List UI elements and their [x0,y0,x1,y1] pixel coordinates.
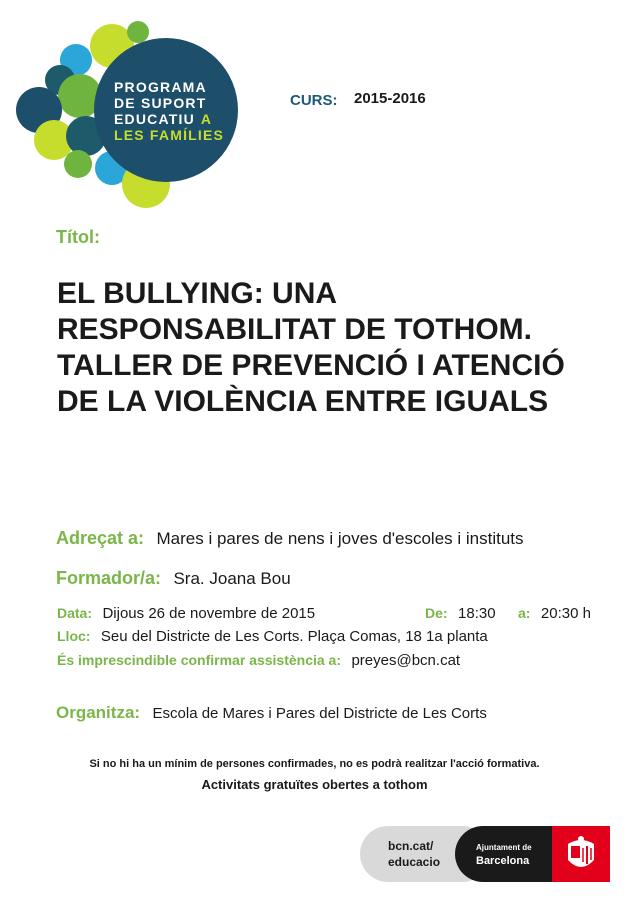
free-activities-note: Activitats gratuïtes obertes a tothom [201,777,428,792]
audience-label: Adreçat a: [56,528,145,548]
time-from-row [425,605,496,623]
bcn-line-1: bcn.cat/ [388,839,434,853]
time-to-value: 20:30 h [540,605,591,622]
time-to-label: a: [518,605,531,621]
logo-line-3-accent: A [200,111,213,127]
date-row [57,605,315,623]
course-label: CURS: [290,92,338,109]
time-from-value: 18:30 [458,605,496,622]
time-from-label: De: [425,605,448,621]
logo-line-2: DE SUPORT [114,95,207,111]
barcelona-badge[interactable] [360,826,610,882]
event-title-line: DE LA VIOLÈNCIA ENTRE IGUALS [57,385,549,418]
place-value: Seu del Districte de Les Corts. Plaça Comas, 18 1a planta [100,628,488,645]
audience-row [56,528,524,549]
ajuntament-line-2: Barcelona [476,855,530,867]
event-title-line: EL BULLYING: UNA [57,277,338,310]
event-title [57,276,617,420]
place-label: Lloc: [57,628,91,644]
logo-line-3: EDUCATIU [114,111,195,127]
bcn-line-2: educacio [388,855,441,869]
event-title-line: RESPONSABILITAT DE TOTHOM. [57,313,533,346]
trainer-row [56,568,291,589]
event-title-line: TALLER DE PREVENCIÓ I ATENCIÓ [57,349,565,382]
title-label: Títol: [56,227,100,247]
audience-value: Mares i pares de nens i joves d'escoles i instituts [156,529,524,548]
ajuntament-line-1: Ajuntament de [476,843,532,852]
place-row [57,628,488,646]
confirm-row [57,652,460,670]
logo-line-4: LES FAMÍLIES [114,127,225,143]
date-label: Data: [57,605,93,621]
confirm-label: És imprescindible confirmar assistència a: [57,652,342,668]
organizer-label: Organitza: [56,703,141,722]
time-to-row [518,605,591,623]
organizer-value: Escola de Mares i Pares del Districte de Les Corts [152,705,487,722]
logo-line-1: PROGRAMA [114,79,207,95]
course-value: 2015-2016 [354,90,426,107]
trainer-value: Sra. Joana Bou [173,569,291,588]
trainer-label: Formador/a: [56,568,162,588]
confirm-email-link[interactable]: preyes@bcn.cat [351,652,461,669]
program-logo [14,18,244,208]
date-value: Dijous 26 de novembre de 2015 [102,605,316,622]
organizer-row [56,703,487,723]
minimum-attendance-note: Si no hi ha un mínim de persones confirmades, no es podrà realitzar l'acció formativa. [89,758,540,770]
